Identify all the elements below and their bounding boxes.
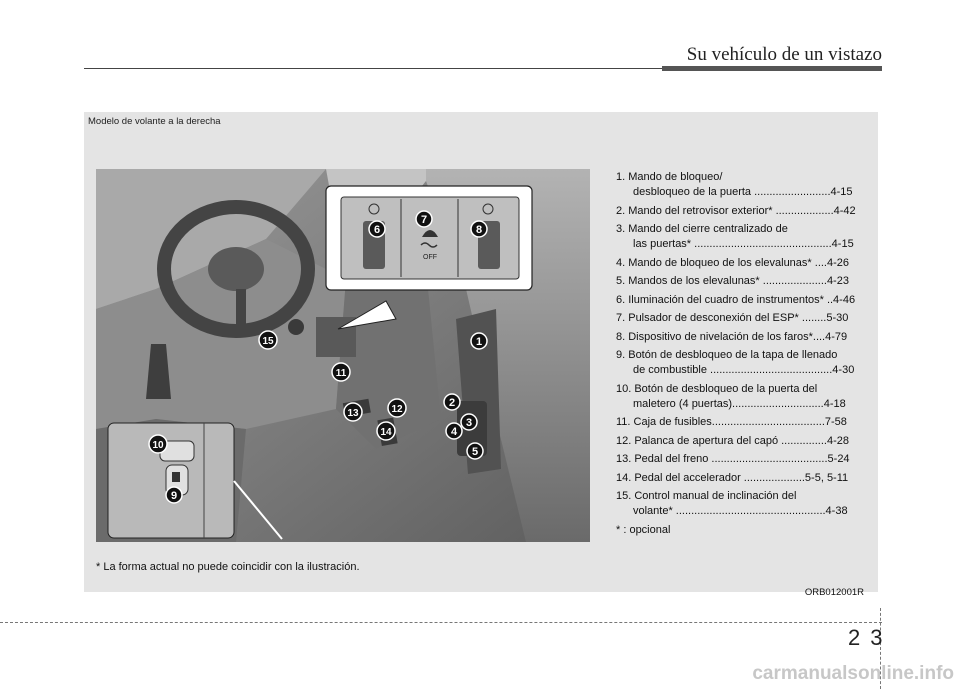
- legend-item: [616, 293, 878, 308]
- fuel-trunk-detail: [108, 423, 234, 538]
- legend-item-text: * : opcional: [616, 523, 671, 536]
- svg-text:15: 15: [262, 336, 274, 347]
- legend-item: [616, 274, 878, 289]
- callout-2: [444, 394, 460, 410]
- legend-item-text: 7. Pulsador de desconexión del ESP* ........5-30: [616, 312, 849, 324]
- steering-column: [236, 289, 246, 334]
- svg-text:3: 3: [465, 417, 473, 429]
- callout-13: [344, 403, 362, 421]
- svg-text:12: 12: [391, 404, 403, 415]
- callout-6: [369, 221, 385, 237]
- callout-7: [416, 211, 432, 227]
- svg-text:7: 7: [420, 214, 428, 226]
- legend-item: [616, 348, 878, 378]
- legend-item: [616, 222, 878, 252]
- legend-item-continuation: maletero (4 puertas)..............................4-18: [633, 397, 846, 410]
- footer-rule: [0, 622, 882, 623]
- svg-text:14: 14: [380, 427, 392, 438]
- callout-11: [332, 363, 350, 381]
- callout-9: [166, 487, 182, 503]
- legend-item: [616, 170, 878, 200]
- legend-item-text: 8. Dispositivo de nivelación de los faros*....4-79: [616, 330, 848, 343]
- callout-12: [388, 399, 406, 417]
- chapter-number: 2: [848, 625, 871, 650]
- legend-item: [616, 489, 878, 519]
- legend-item: [616, 471, 878, 486]
- svg-text:6: 6: [373, 224, 381, 236]
- legend-item-text: 15. Control manual de inclinación del: [616, 490, 797, 502]
- callout-5: [467, 443, 483, 459]
- svg-text:9: 9: [170, 490, 178, 502]
- legend-item: [616, 204, 878, 219]
- callout-15: [259, 331, 277, 349]
- svg-text:1: 1: [475, 336, 483, 348]
- page-number-value: 3: [870, 625, 893, 650]
- legend-item: [616, 330, 878, 345]
- legend-item-continuation: volante* .................................................4-38: [633, 505, 848, 517]
- legend-item: [616, 382, 878, 412]
- svg-text:5: 5: [471, 446, 479, 458]
- legend-item: [616, 434, 878, 449]
- legend-item-continuation: desbloqueo de la puerta .........................4-15: [633, 186, 853, 198]
- callout-8: [471, 221, 487, 237]
- svg-text:2: 2: [448, 397, 456, 409]
- legend-item: [616, 415, 878, 430]
- svg-text:OFF: OFF: [423, 254, 437, 261]
- svg-text:11: 11: [335, 368, 347, 379]
- ignition: [288, 319, 304, 335]
- callout-14: [377, 422, 395, 440]
- legend-item-text: 9. Botón de desbloqueo de la tapa de llenado: [616, 349, 838, 361]
- svg-text:8: 8: [475, 224, 483, 236]
- legend-list: [616, 170, 878, 541]
- interior-drawing: [96, 169, 590, 542]
- illustration-note: * La forma actual no puede coincidir con la ilustración.: [96, 561, 360, 573]
- header-title: Su vehículo de un vistazo: [686, 44, 882, 65]
- legend-item-continuation: las puertas* .............................................4-15: [633, 238, 854, 250]
- callout-1: [471, 333, 487, 349]
- legend-item-text: 4. Mando de bloqueo de los elevalunas* ....4-26: [616, 256, 849, 269]
- fuel-icon: [172, 472, 180, 482]
- legend-item-text: 13. Pedal del freno ......................................5-24: [616, 453, 850, 465]
- legend-item-text: 1. Mando de bloqueo/: [616, 171, 723, 183]
- figure-panel: [84, 112, 878, 598]
- callout-4: [446, 423, 462, 439]
- legend-item-text: 5. Mandos de los elevalunas* .....................4-23: [616, 275, 849, 287]
- legend-item: [616, 452, 878, 467]
- legend-item-text: 10. Botón de desbloqueo de la puerta del: [616, 382, 818, 395]
- callout-10: [149, 435, 167, 453]
- svg-text:10: 10: [152, 440, 164, 451]
- legend-item-text: 2. Mando del retrovisor exterior* ...................4-42: [616, 204, 856, 217]
- svg-text:13: 13: [347, 408, 359, 419]
- page-number: [848, 625, 893, 651]
- callout-3: [461, 414, 477, 430]
- steering-hub: [208, 247, 264, 291]
- legend-item-text: 12. Palanca de apertura del capó ...............4-28: [616, 434, 849, 447]
- legend-item-continuation: de combustible ........................................4-30: [633, 364, 855, 376]
- watermark: carmanualsonline.info: [752, 663, 954, 684]
- legend-item-text: 6. Iluminación del cuadro de instrumentos* ..4-46: [616, 293, 856, 306]
- legend-item: [616, 311, 878, 326]
- legend-item: [616, 256, 878, 271]
- switch-panel-detail: [326, 186, 532, 290]
- header-bar: [662, 66, 882, 71]
- legend-item-text: 11. Caja de fusibles.....................................7-58: [616, 416, 847, 428]
- legend-item-text: 3. Mando del cierre centralizado de: [616, 223, 788, 235]
- legend-item: [616, 523, 878, 538]
- interior-illustration: [96, 169, 590, 542]
- svg-text:4: 4: [450, 426, 458, 438]
- model-label: Modelo de volante a la derecha: [88, 116, 221, 127]
- figure-code: ORB012001R: [804, 587, 864, 598]
- legend-item-text: 14. Pedal del accelerador ....................5-5, 5-11: [616, 471, 849, 484]
